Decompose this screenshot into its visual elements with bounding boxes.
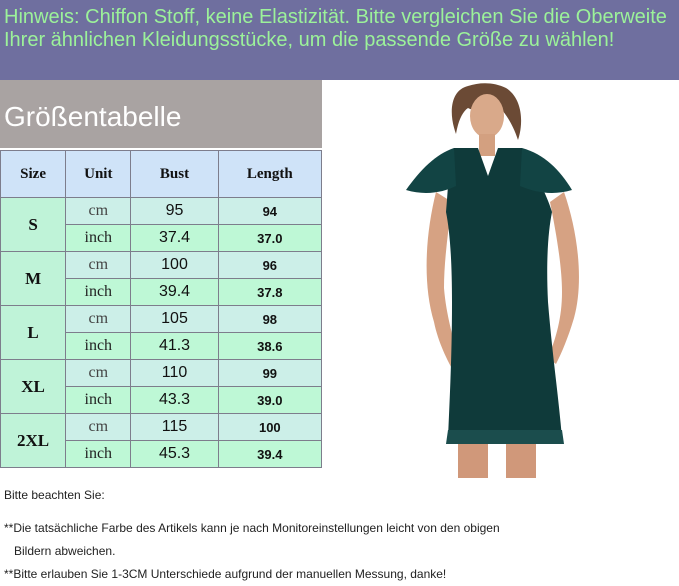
unit-cell: cm bbox=[66, 198, 130, 224]
notes-section bbox=[4, 488, 674, 586]
bust-cell: 45.3 bbox=[131, 441, 217, 467]
table-row bbox=[1, 360, 321, 386]
bust-cell: 100 bbox=[131, 252, 217, 278]
length-cell: 39.4 bbox=[219, 441, 321, 467]
notice-banner bbox=[0, 0, 679, 80]
bust-cell: 105 bbox=[131, 306, 217, 332]
table-row bbox=[1, 414, 321, 440]
header-unit: Unit bbox=[66, 151, 130, 197]
length-cell: 96 bbox=[219, 252, 321, 278]
bust-cell: 115 bbox=[131, 414, 217, 440]
unit-cell: cm bbox=[66, 252, 130, 278]
notes-heading: Bitte beachten Sie: bbox=[4, 488, 105, 502]
bust-cell: 37.4 bbox=[131, 225, 217, 251]
note-measurement-line: **Bitte erlauben Sie 1-3CM Unterschiede aufgrund der manuellen Messung, danke! bbox=[4, 567, 447, 581]
header-bust: Bust bbox=[131, 151, 217, 197]
bust-cell: 43.3 bbox=[131, 387, 217, 413]
face-shape bbox=[470, 94, 504, 138]
neck-shape bbox=[479, 134, 495, 156]
bust-cell: 110 bbox=[131, 360, 217, 386]
notice-text: Hinweis: Chiffon Stoff, keine Elastizität. Bitte vergleichen Sie die Oberweite Ihrer ähnlichen Kleidungsstücke, um die passende Größe zu wählen! bbox=[4, 6, 667, 51]
header-length: Length bbox=[219, 151, 321, 197]
left-sleeve-shape bbox=[406, 148, 456, 193]
unit-cell: inch bbox=[66, 333, 130, 359]
length-cell: 38.6 bbox=[219, 333, 321, 359]
dress-hem-shape bbox=[446, 430, 564, 444]
size-cell: S bbox=[1, 198, 65, 251]
right-sleeve-shape bbox=[520, 148, 572, 193]
model-photo bbox=[396, 82, 602, 478]
length-cell: 98 bbox=[219, 306, 321, 332]
length-cell: 37.8 bbox=[219, 279, 321, 305]
bust-cell: 41.3 bbox=[131, 333, 217, 359]
size-chart-title: Größentabelle bbox=[4, 101, 182, 132]
right-arm-shape bbox=[548, 192, 579, 364]
length-cell: 39.0 bbox=[219, 387, 321, 413]
size-cell: XL bbox=[1, 360, 65, 413]
note-color-line-cont: Bildern abweichen. bbox=[14, 544, 116, 558]
unit-cell: cm bbox=[66, 360, 130, 386]
size-cell: 2XL bbox=[1, 414, 65, 467]
length-cell: 99 bbox=[219, 360, 321, 386]
table-row bbox=[1, 306, 321, 332]
unit-cell: cm bbox=[66, 306, 130, 332]
table-row bbox=[1, 252, 321, 278]
unit-cell: inch bbox=[66, 441, 130, 467]
unit-cell: cm bbox=[66, 414, 130, 440]
note-color-line: **Die tatsächliche Farbe des Artikels kann je nach Monitoreinstellungen leicht von den obigen bbox=[4, 521, 500, 535]
length-cell: 100 bbox=[219, 414, 321, 440]
bust-cell: 39.4 bbox=[131, 279, 217, 305]
unit-cell: inch bbox=[66, 387, 130, 413]
size-cell: L bbox=[1, 306, 65, 359]
unit-cell: inch bbox=[66, 279, 130, 305]
size-cell: M bbox=[1, 252, 65, 305]
header-size: Size bbox=[1, 151, 65, 197]
bust-cell: 95 bbox=[131, 198, 217, 224]
table-row bbox=[1, 198, 321, 224]
size-table bbox=[0, 150, 322, 468]
unit-cell: inch bbox=[66, 225, 130, 251]
length-cell: 37.0 bbox=[219, 225, 321, 251]
table-header-row bbox=[1, 151, 321, 197]
length-cell: 94 bbox=[219, 198, 321, 224]
